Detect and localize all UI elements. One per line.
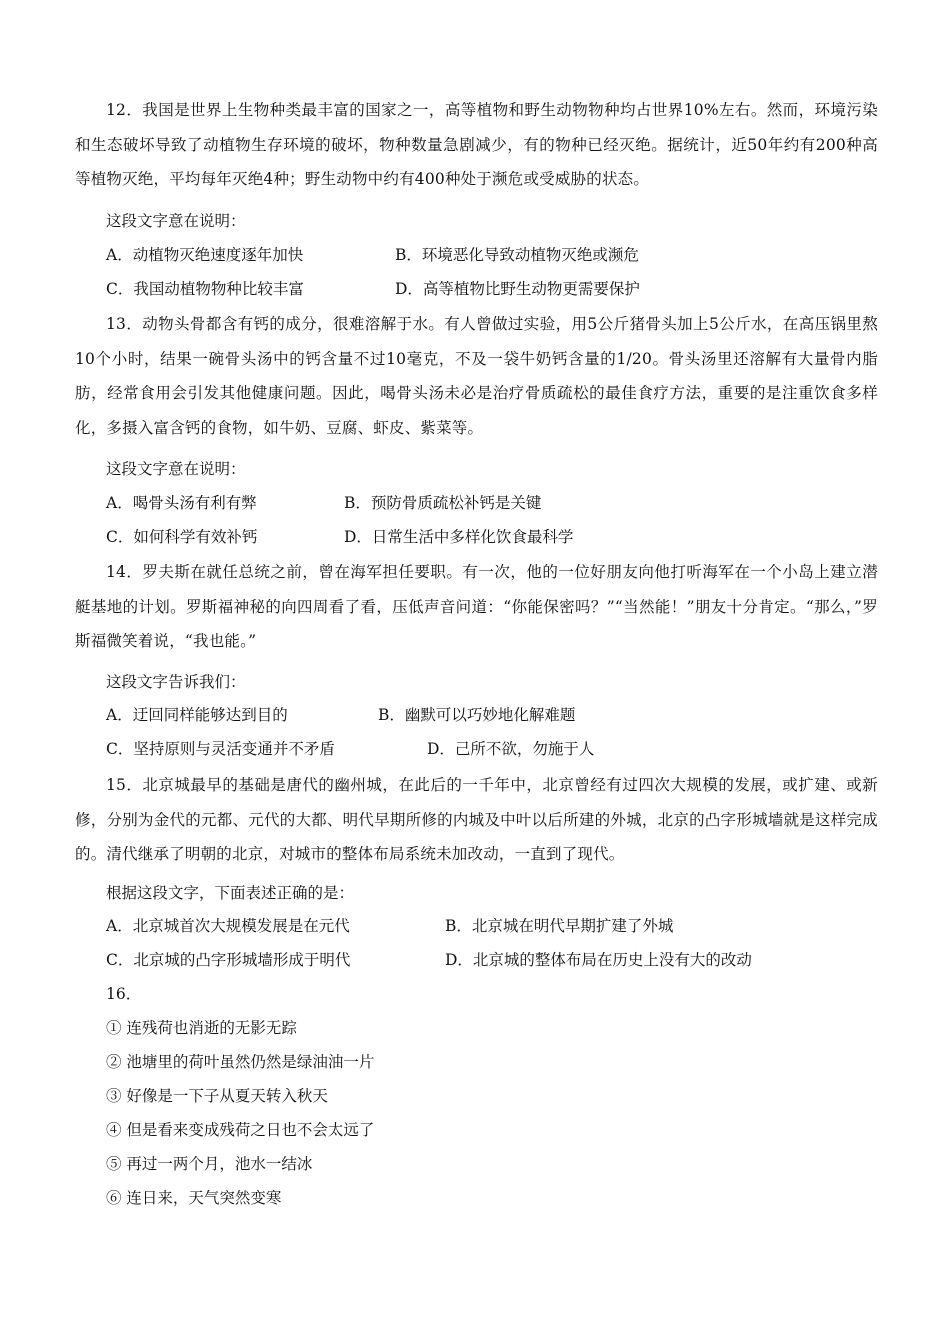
q12-option-d[interactable]: D．高等植物比野生动物更需要保护: [395, 280, 640, 298]
q16-item-1: ① 连残荷也消逝的无影无踪: [106, 1019, 297, 1037]
q14-option-c[interactable]: C．坚持原则与灵活变通并不矛盾: [106, 740, 335, 758]
q14-option-d[interactable]: D．己所不欲，勿施于人: [427, 740, 595, 758]
q13-prompt: 这段文字意在说明：: [106, 460, 246, 478]
q14-option-b[interactable]: B．幽默可以巧妙地化解难题: [378, 706, 576, 724]
q13-option-b[interactable]: B．预防骨质疏松补钙是关键: [344, 494, 542, 512]
q13-option-d[interactable]: D．日常生活中多样化饮食最科学: [344, 528, 574, 546]
q14-prompt: 这段文字告诉我们：: [106, 673, 246, 691]
q16-item-6: ⑥ 连日来，天气突然变寒: [106, 1189, 282, 1207]
q15-passage: 15．北京城最早的基础是唐代的幽州城，在此后的一千年中，北京曾经有过四次大规模的发展，或扩建、或新修，分别为金代的元都、元代的大都、明代早期所修的内城及中叶以后所建的外城，北京的凸字形城墙就是这样完成的。清代继承了明朝的北京，对城市的整体布局系统未加改动，一直到了现代。: [75, 776, 878, 863]
q16-item-2: ② 池塘里的荷叶虽然仍然是绿油油一片: [106, 1053, 375, 1071]
q12-option-a[interactable]: A．动植物灭绝速度逐年加快: [106, 246, 304, 264]
q14-passage: 14．罗夫斯在就任总统之前，曾在海军担任要职。有一次，他的一位好朋友向他打听海军在一个小岛上建立潜艇基地的计划。罗斯福神秘的向四周看了看，压低声音问道：“你能保密吗？”“当然能！”朋友十分肯定。“那么，”罗斯福微笑着说，“我也能。”: [75, 563, 878, 650]
q12-prompt: 这段文字意在说明：: [106, 212, 246, 230]
q16-item-4: ④ 但是看来变成残荷之日也不会太远了: [106, 1121, 375, 1139]
q15-option-a[interactable]: A．北京城首次大规模发展是在元代: [106, 917, 350, 935]
q13-option-a[interactable]: A．喝骨头汤有利有弊: [106, 494, 257, 512]
q14-option-a[interactable]: A．迂回同样能够达到目的: [106, 706, 288, 724]
q15-option-d[interactable]: D．北京城的整体布局在历史上没有大的改动: [445, 951, 752, 969]
q16-item-3: ③ 好像是一下子从夏天转入秋天: [106, 1087, 328, 1105]
q12-option-b[interactable]: B．环境恶化导致动植物灭绝或濒危: [395, 246, 639, 264]
q15-prompt: 根据这段文字，下面表述正确的是：: [106, 884, 355, 902]
q12-passage: 12．我国是世界上生物种类最丰富的国家之一，高等植物和野生动物物种均占世界10%左右。然而，环境污染和生态破坏导致了动植物生存环境的破坏，物种数量急剧减少，有的物种已经灭绝。据统计，近50年约有200种高等植物灭绝，平均每年灭绝4种；野生动物中约有400种处于濒危或受威胁的状态。: [75, 101, 878, 188]
q12-option-c[interactable]: C．我国动植物物种比较丰富: [106, 280, 304, 298]
q15-option-c[interactable]: C．北京城的凸字形城墙形成于明代: [106, 951, 351, 969]
q15-option-b[interactable]: B．北京城在明代早期扩建了外城: [445, 917, 674, 935]
q16-number: 16．: [106, 985, 142, 1003]
q13-passage: 13．动物头骨都含有钙的成分，很难溶解于水。有人曾做过实验，用5公斤猪骨头加上5公斤水，在高压锅里熬10个小时，结果一碗骨头汤中的钙含量不过10毫克，不及一袋牛奶钙含量的1/20。骨头汤里还溶解有大量骨内脂肪，经常食用会引发其他健康问题。因此，喝骨头汤未必是治疗骨质疏松的最佳食疗方法，重要的是注重饮食多样化，多摄入富含钙的食物，如牛奶、豆腐、虾皮、紫菜等。: [75, 315, 878, 437]
q16-item-5: ⑤ 再过一两个月，池水一结冰: [106, 1155, 313, 1173]
q13-option-c[interactable]: C．如何科学有效补钙: [106, 528, 258, 546]
